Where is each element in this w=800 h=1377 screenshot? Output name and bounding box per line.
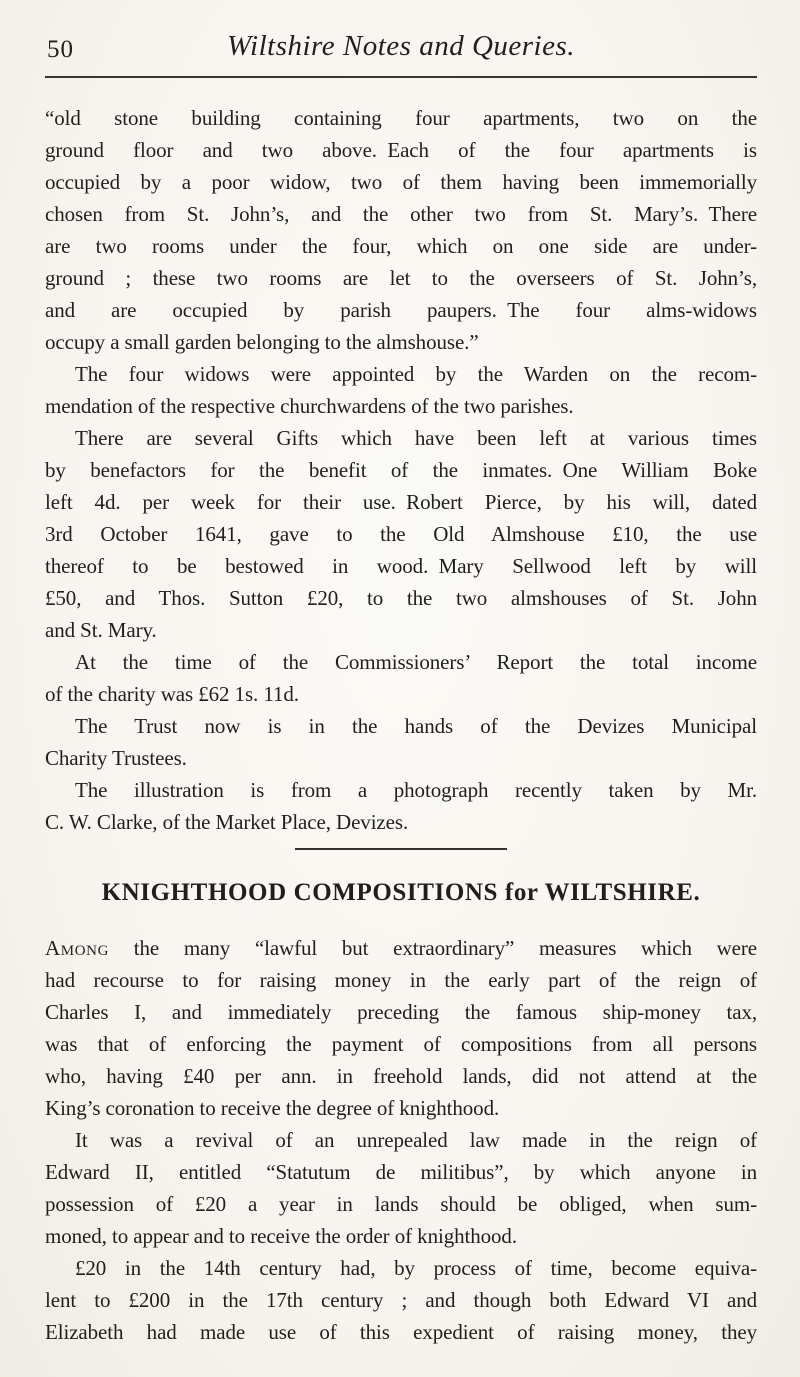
header-rule: [45, 76, 757, 78]
section-heading: KNIGHTHOOD COMPOSITIONS for WILTSHIRE.: [101, 879, 701, 906]
text-line: At the time of the Commissioners’ Report the total income: [75, 650, 757, 674]
text-line: thereof to be bestowed in wood. Mary Sellwood left by will: [45, 554, 757, 578]
text-line: of the charity was £62 1s. 11d.: [45, 682, 299, 706]
text-line: mendation of the respective churchwardens of the two parishes.: [45, 394, 574, 418]
text-line: 3rd October 1641, gave to the Old Almshouse £10, the use: [45, 522, 757, 546]
lead-word-small-caps: Among: [45, 936, 110, 960]
paragraph: [45, 102, 757, 358]
text-line: had recourse to for raising money in the early part of the reign of: [45, 968, 757, 992]
text-line: Charles I, and immediately preceding the famous ship-money tax,: [45, 1000, 757, 1024]
text-line: Among the many “lawful but extraordinary” measures which were: [45, 936, 757, 960]
text-line: King’s coronation to receive the degree of knighthood.: [45, 1096, 500, 1120]
running-title: Wiltshire Notes and Queries.: [226, 30, 576, 62]
page-number: 50: [47, 36, 74, 63]
text-line: and St. Mary.: [45, 618, 157, 642]
paragraph: [45, 646, 757, 710]
text-line: ground ; these two rooms are let to the overseers of St. John’s,: [45, 266, 757, 290]
text-line: ground floor and two above. Each of the four apartments is: [45, 138, 757, 162]
paragraph: [45, 710, 757, 774]
text-line: lent to £200 in the 17th century ; and though both Edward VI and: [45, 1288, 757, 1312]
text-line: C. W. Clarke, of the Market Place, Devizes.: [45, 810, 409, 834]
section-divider: [295, 848, 507, 850]
paragraph: [45, 932, 757, 1124]
text-line: There are several Gifts which have been left at various times: [75, 426, 757, 450]
text-line: occupied by a poor widow, two of them having been immemorially: [45, 170, 757, 194]
text-line: It was a revival of an unrepealed law made in the reign of: [75, 1128, 757, 1152]
text-line: “old stone building containing four apartments, two on the: [45, 106, 757, 130]
text-line: The illustration is from a photograph recently taken by Mr.: [75, 778, 757, 802]
text-line: are two rooms under the four, which on one side are under-: [45, 234, 757, 258]
paragraph: [45, 358, 757, 422]
text-line: left 4d. per week for their use. Robert Pierce, by his will, dated: [45, 490, 757, 514]
text-line: possession of £20 a year in lands should be obliged, when sum-: [45, 1192, 757, 1216]
text-line: who, having £40 per ann. in freehold lands, did not attend at the: [45, 1064, 757, 1088]
text-line: and are occupied by parish paupers. The four alms-widows: [45, 298, 757, 322]
text-line: The Trust now is in the hands of the Devizes Municipal: [75, 714, 757, 738]
text-line: £20 in the 14th century had, by process of time, become equiva-: [75, 1256, 757, 1280]
text-line: by benefactors for the benefit of the inmates. One William Boke: [45, 458, 757, 482]
text-line: moned, to appear and to receive the order of knighthood.: [45, 1224, 517, 1248]
paragraph: [45, 774, 757, 838]
paragraph: [45, 422, 757, 646]
page-header: [45, 30, 757, 70]
text-line: was that of enforcing the payment of compositions from all persons: [45, 1032, 757, 1056]
text-line: The four widows were appointed by the Warden on the recom-: [75, 362, 757, 386]
paragraph: [45, 1252, 757, 1348]
text-line: Elizabeth had made use of this expedient of raising money, they: [45, 1320, 757, 1344]
text-line: £50, and Thos. Sutton £20, to the two almshouses of St. John: [45, 586, 757, 610]
article-continuation: [45, 102, 757, 838]
article-knighthood: [45, 932, 757, 1348]
text-line: occupy a small garden belonging to the almshouse.”: [45, 330, 479, 354]
text-line: Charity Trustees.: [45, 746, 187, 770]
paragraph: [45, 1124, 757, 1252]
page-body: [45, 102, 757, 1348]
text-line: Edward II, entitled “Statutum de militibus”, by which anyone in: [45, 1160, 757, 1184]
text-line: chosen from St. John’s, and the other two from St. Mary’s. There: [45, 202, 757, 226]
